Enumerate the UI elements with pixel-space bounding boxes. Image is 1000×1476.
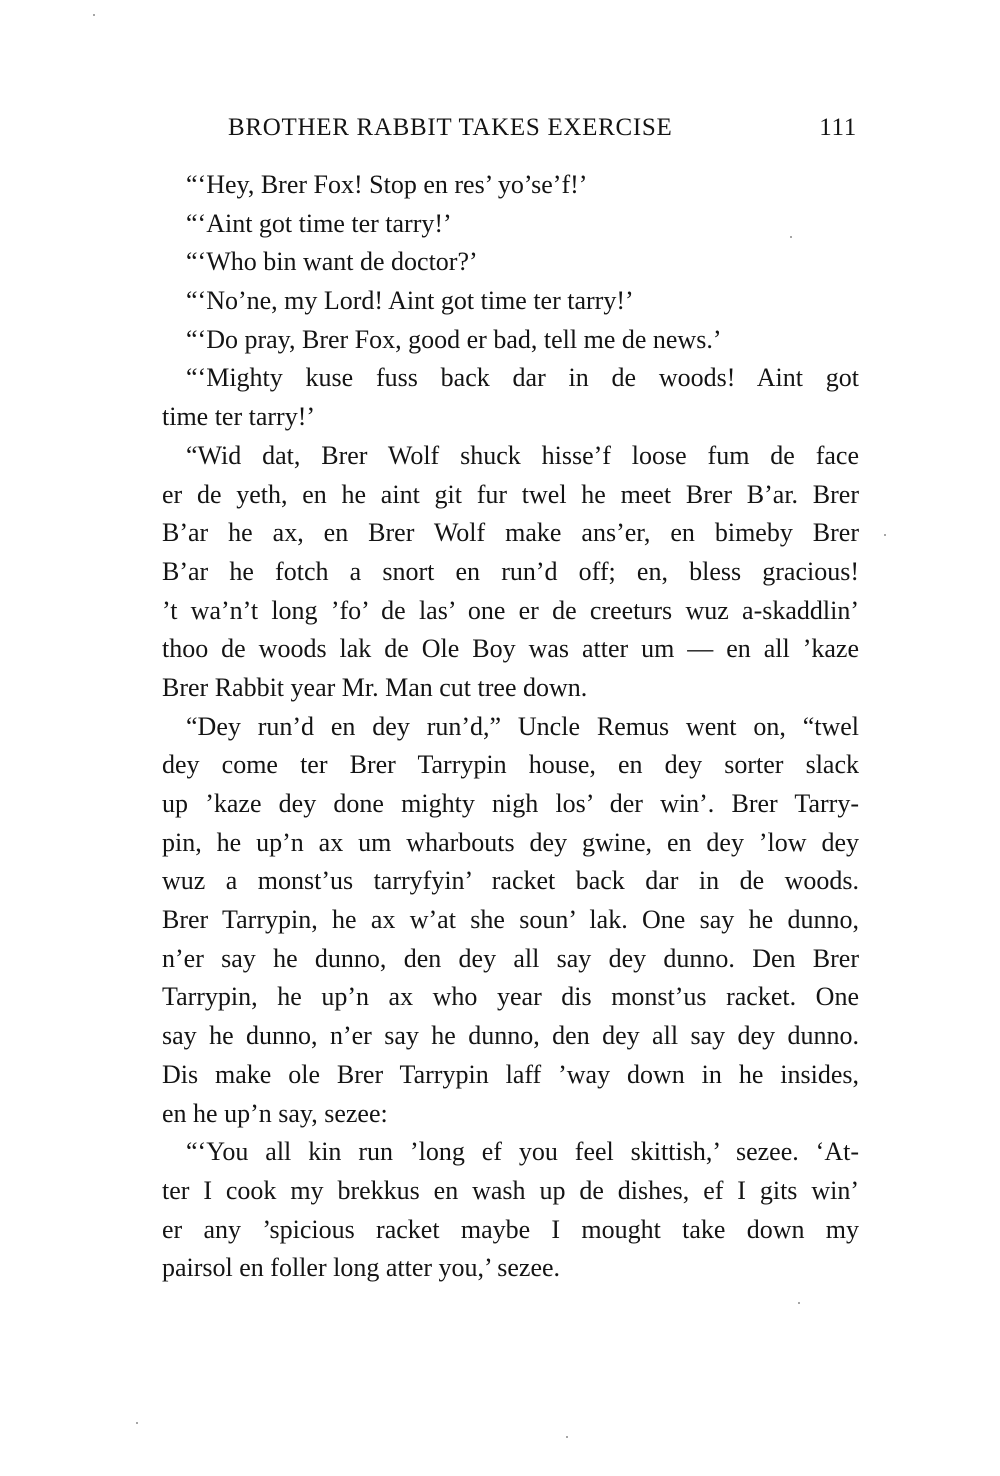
text-line: B’ar he ax, en Brer Wolf make ans’er, en bimeby Brer: [162, 518, 859, 548]
text-line: “‘Who bin want de doctor?’: [186, 247, 478, 277]
text-line: Brer Rabbit year Mr. Man cut tree down.: [162, 672, 588, 702]
text-line: pairsol en foller long atter you,’ sezee.: [162, 1253, 561, 1283]
text-line: Tarrypin, he up’n ax who year dis monst’us racket. One: [162, 982, 859, 1012]
paper-speck: [136, 1422, 138, 1424]
text-line: “‘Hey, Brer Fox! Stop en res’ yo’se’f!’: [186, 170, 588, 199]
text-line: “‘Mighty kuse fuss back dar in de woods! Aint got: [186, 363, 859, 393]
page-number: 111: [819, 114, 857, 141]
running-title: BROTHER RABBIT TAKES EXERCISE: [228, 114, 673, 141]
text-line: wuz a monst’us tarryfyin’ racket back dar in de woods.: [162, 866, 859, 896]
running-header: [162, 112, 859, 144]
text-line: B’ar he fotch a snort en run’d off; en, bless gracious!: [162, 556, 859, 586]
text-line: “‘No’ne, my Lord! Aint got time ter tarry!’: [186, 286, 634, 316]
paper-speck: [93, 14, 95, 16]
text-line: er any ’spicious racket maybe I mought take down my: [162, 1214, 859, 1244]
text-line: “Wid dat, Brer Wolf shuck hisse’f loose fum de face: [186, 440, 859, 470]
text-line: Brer Tarrypin, he ax w’at she soun’ lak. One say he dunno,: [162, 905, 859, 935]
text-line: pin, he up’n ax um wharbouts dey gwine, en dey ’low dey: [162, 827, 859, 857]
text-line: “‘You all kin run ’long ef you feel skittish,’ sezee. ‘At-: [186, 1137, 859, 1167]
paper-speck: [566, 1436, 568, 1438]
text-line: thoo de woods lak de Ole Boy was atter um — en all ’kaze: [162, 634, 859, 664]
text-line: en he up’n say, sezee:: [162, 1098, 388, 1128]
text-line: Dis make ole Brer Tarrypin laff ’way down in he insides,: [162, 1059, 859, 1089]
text-line: er de yeth, en he aint git fur twel he meet Brer B’ar. Brer: [162, 479, 859, 509]
text-line: ’t wa’n’t long ’fo’ de las’ one er de creeturs wuz a-skaddlin’: [162, 595, 859, 625]
text-line: “‘Do pray, Brer Fox, good er bad, tell me de news.’: [186, 324, 722, 354]
text-line: time ter tarry!’: [162, 402, 316, 432]
body-text: [162, 166, 859, 1288]
paper-speck: [884, 534, 886, 536]
text-line: say he dunno, n’er say he dunno, den dey all say dey dunno.: [162, 1021, 859, 1051]
text-line: ter I cook my brekkus en wash up de dishes, ef I gits win’: [162, 1175, 859, 1205]
text-line: up ’kaze dey done mighty nigh los’ der win’. Brer Tarry-: [162, 789, 859, 818]
text-line: “Dey run’d en dey run’d,” Uncle Remus went on, “twel: [186, 711, 859, 741]
text-line: n’er say he dunno, den dey all say dey dunno. Den Brer: [162, 943, 859, 973]
text-line: “‘Aint got time ter tarry!’: [186, 208, 452, 238]
paper-speck: [798, 1302, 800, 1304]
text-line: dey come ter Brer Tarrypin house, en dey sorter slack: [162, 750, 859, 780]
